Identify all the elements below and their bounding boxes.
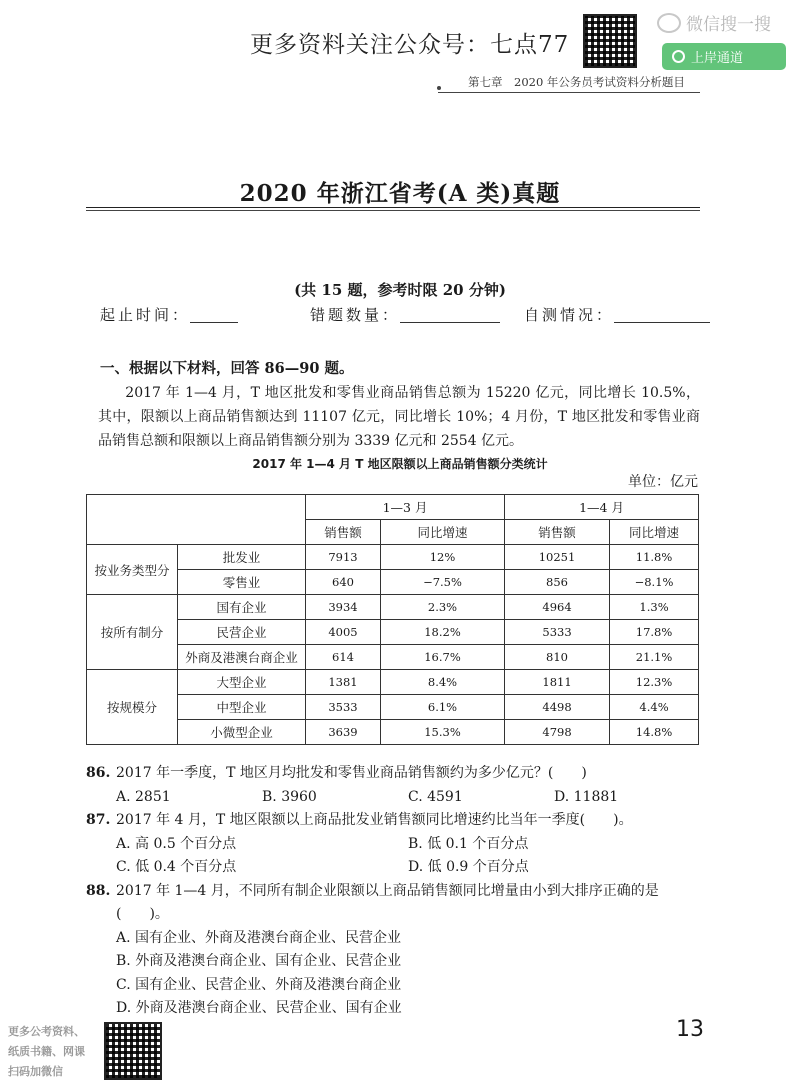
- chapter-header: 第七章 2020 年公务员考试资料分析题目: [468, 75, 685, 89]
- question-stem-cont: ( )。: [116, 906, 169, 922]
- meta-info: (共 15 题，参考时限 20 分钟): [294, 281, 506, 299]
- col-sales-2: 销售额: [505, 520, 610, 545]
- question-number: 88.: [86, 882, 111, 899]
- sales-2: 4964: [505, 595, 610, 620]
- header-banner: 更多资料关注公众号：七点77: [250, 32, 570, 58]
- table-row: [87, 570, 699, 595]
- option-d[interactable]: D. 11881: [554, 788, 619, 805]
- errors-label: 错题数量：: [310, 306, 401, 324]
- bullet-dot: [437, 86, 441, 90]
- promo-line: 更多公考资料、: [8, 1025, 85, 1038]
- table-corner: [87, 495, 306, 545]
- page-title: 2020 年浙江省考(A 类)真题: [239, 180, 561, 207]
- sales-1: 1381: [306, 670, 381, 695]
- section-heading: 一、根据以下材料，回答 86—90 题。: [100, 360, 354, 377]
- question-number: 87.: [86, 812, 111, 828]
- growth-2: 14.8%: [610, 720, 699, 745]
- group-label: 按规模分: [87, 670, 178, 745]
- col-sales-1: 销售额: [306, 520, 381, 545]
- table-row: [87, 595, 699, 620]
- sales-1: 640: [306, 570, 381, 595]
- period-2-header: 1—4 月: [505, 495, 699, 520]
- table-row: [87, 620, 699, 645]
- growth-1: 15.3%: [381, 720, 505, 745]
- sales-2: 10251: [505, 545, 610, 570]
- growth-1: 12%: [381, 545, 505, 570]
- title-rule: [86, 207, 700, 208]
- shang-an-button-label: 上岸通道: [691, 51, 744, 66]
- question-88: [86, 880, 700, 1021]
- row-item: 中型企业: [178, 695, 306, 720]
- growth-1: 16.7%: [381, 645, 505, 670]
- row-item: 外商及港澳台商企业: [178, 645, 306, 670]
- sales-2: 810: [505, 645, 610, 670]
- sales-1: 3533: [306, 695, 381, 720]
- shang-an-button[interactable]: [662, 43, 786, 70]
- start-time-blank: [190, 304, 238, 323]
- growth-2: 17.8%: [610, 620, 699, 645]
- table-row: [87, 545, 699, 570]
- col-growth-1: 同比增速: [381, 520, 505, 545]
- growth-2: 4.4%: [610, 695, 699, 720]
- table-caption: 2017 年 1—4 月 T 地区限额以上商品销售额分类统计: [252, 457, 548, 471]
- table-row: [87, 645, 699, 670]
- option-b[interactable]: B. 3960: [262, 788, 317, 805]
- growth-2: −8.1%: [610, 570, 699, 595]
- search-icon: [672, 50, 685, 63]
- growth-2: 12.3%: [610, 670, 699, 695]
- row-item: 批发业: [178, 545, 306, 570]
- errors-blank: [400, 304, 500, 323]
- sales-1: 4005: [306, 620, 381, 645]
- sales-1: 614: [306, 645, 381, 670]
- question-stem: 2017 年一季度，T 地区月均批发和零售业商品销售额约为多少亿元？( ): [116, 765, 587, 781]
- row-item: 小微型企业: [178, 720, 306, 745]
- sales-2: 1811: [505, 670, 610, 695]
- wechat-search-icon: [657, 13, 681, 33]
- sales-1: 3934: [306, 595, 381, 620]
- row-item: 国有企业: [178, 595, 306, 620]
- question-86: [86, 762, 700, 809]
- table-row: [87, 670, 699, 695]
- promo-line: 扫码加微信: [8, 1065, 63, 1078]
- data-table: [86, 494, 699, 745]
- table-row: [87, 720, 699, 745]
- page-number: 13: [676, 1017, 704, 1042]
- growth-2: 1.3%: [610, 595, 699, 620]
- questions: [86, 762, 700, 1021]
- table-row: [87, 695, 699, 720]
- sales-1: 7913: [306, 545, 381, 570]
- option-a[interactable]: A. 国有企业、外商及港澳台商企业、民营企业: [116, 929, 402, 946]
- option-b[interactable]: B. 低 0.1 个百分点: [408, 835, 529, 852]
- footer-promo: [8, 1022, 104, 1082]
- start-time-label: 起止时间：: [100, 306, 191, 324]
- option-c[interactable]: C. 4591: [408, 788, 463, 805]
- growth-2: 11.8%: [610, 545, 699, 570]
- question-87: [86, 809, 700, 880]
- option-a[interactable]: A. 高 0.5 个百分点: [116, 835, 237, 852]
- question-stem: 2017 年 1—4 月，不同所有制企业限额以上商品销售额同比增量由小到大排序正确的是: [116, 882, 659, 899]
- row-item: 大型企业: [178, 670, 306, 695]
- self-check-blank: [614, 304, 710, 323]
- option-b[interactable]: B. 外商及港澳台商企业、国有企业、民营企业: [116, 953, 402, 969]
- wechat-search-label: 微信搜一搜: [686, 15, 771, 35]
- option-d[interactable]: D. 外商及港澳台商企业、民营企业、国有企业: [116, 1000, 402, 1016]
- unit-label: 单位：亿元: [628, 474, 698, 490]
- intro-paragraph: 2017 年 1—4 月，T 地区批发和零售业商品销售总额为 15220 亿元，同比增长 10.5%，其中，限额以上商品销售额达到 11107 亿元，同比增长 10%；4 月份，T 地区批发和零售业商品销售总额和限额以上商品销售额分别为 3339 亿元和 2554 亿元。: [98, 385, 700, 449]
- growth-1: 6.1%: [381, 695, 505, 720]
- option-c[interactable]: C. 国有企业、民营企业、外商及港澳台商企业: [116, 976, 402, 993]
- question-stem: 2017 年 4 月，T 地区限额以上商品批发业销售额同比增速约比当年一季度( )。: [116, 812, 633, 828]
- self-check-label: 自测情况：: [524, 306, 615, 324]
- intro-text: [98, 381, 700, 453]
- chapter-rule: [438, 92, 700, 93]
- fields-row: [100, 304, 710, 325]
- question-number: 86.: [86, 765, 111, 781]
- sales-2: 4798: [505, 720, 610, 745]
- title-rule-thin: [86, 210, 700, 211]
- growth-1: 18.2%: [381, 620, 505, 645]
- qr-code-icon: [104, 1022, 162, 1080]
- growth-2: 21.1%: [610, 645, 699, 670]
- option-a[interactable]: A. 2851: [116, 788, 171, 805]
- sales-2: 5333: [505, 620, 610, 645]
- table-header-row: [87, 495, 699, 520]
- group-label: 按业务类型分: [87, 545, 178, 595]
- growth-1: 8.4%: [381, 670, 505, 695]
- promo-line: 纸质书籍、网课: [8, 1045, 85, 1058]
- qr-code-icon: [583, 14, 637, 68]
- option-d[interactable]: D. 低 0.9 个百分点: [408, 859, 529, 875]
- row-item: 零售业: [178, 570, 306, 595]
- growth-1: −7.5%: [381, 570, 505, 595]
- sales-1: 3639: [306, 720, 381, 745]
- wechat-search-logo[interactable]: [657, 10, 771, 35]
- option-c[interactable]: C. 低 0.4 个百分点: [116, 859, 237, 875]
- sales-2: 856: [505, 570, 610, 595]
- period-1-header: 1—3 月: [306, 495, 505, 520]
- row-item: 民营企业: [178, 620, 306, 645]
- col-growth-2: 同比增速: [610, 520, 699, 545]
- sales-2: 4498: [505, 695, 610, 720]
- group-label: 按所有制分: [87, 595, 178, 670]
- growth-1: 2.3%: [381, 595, 505, 620]
